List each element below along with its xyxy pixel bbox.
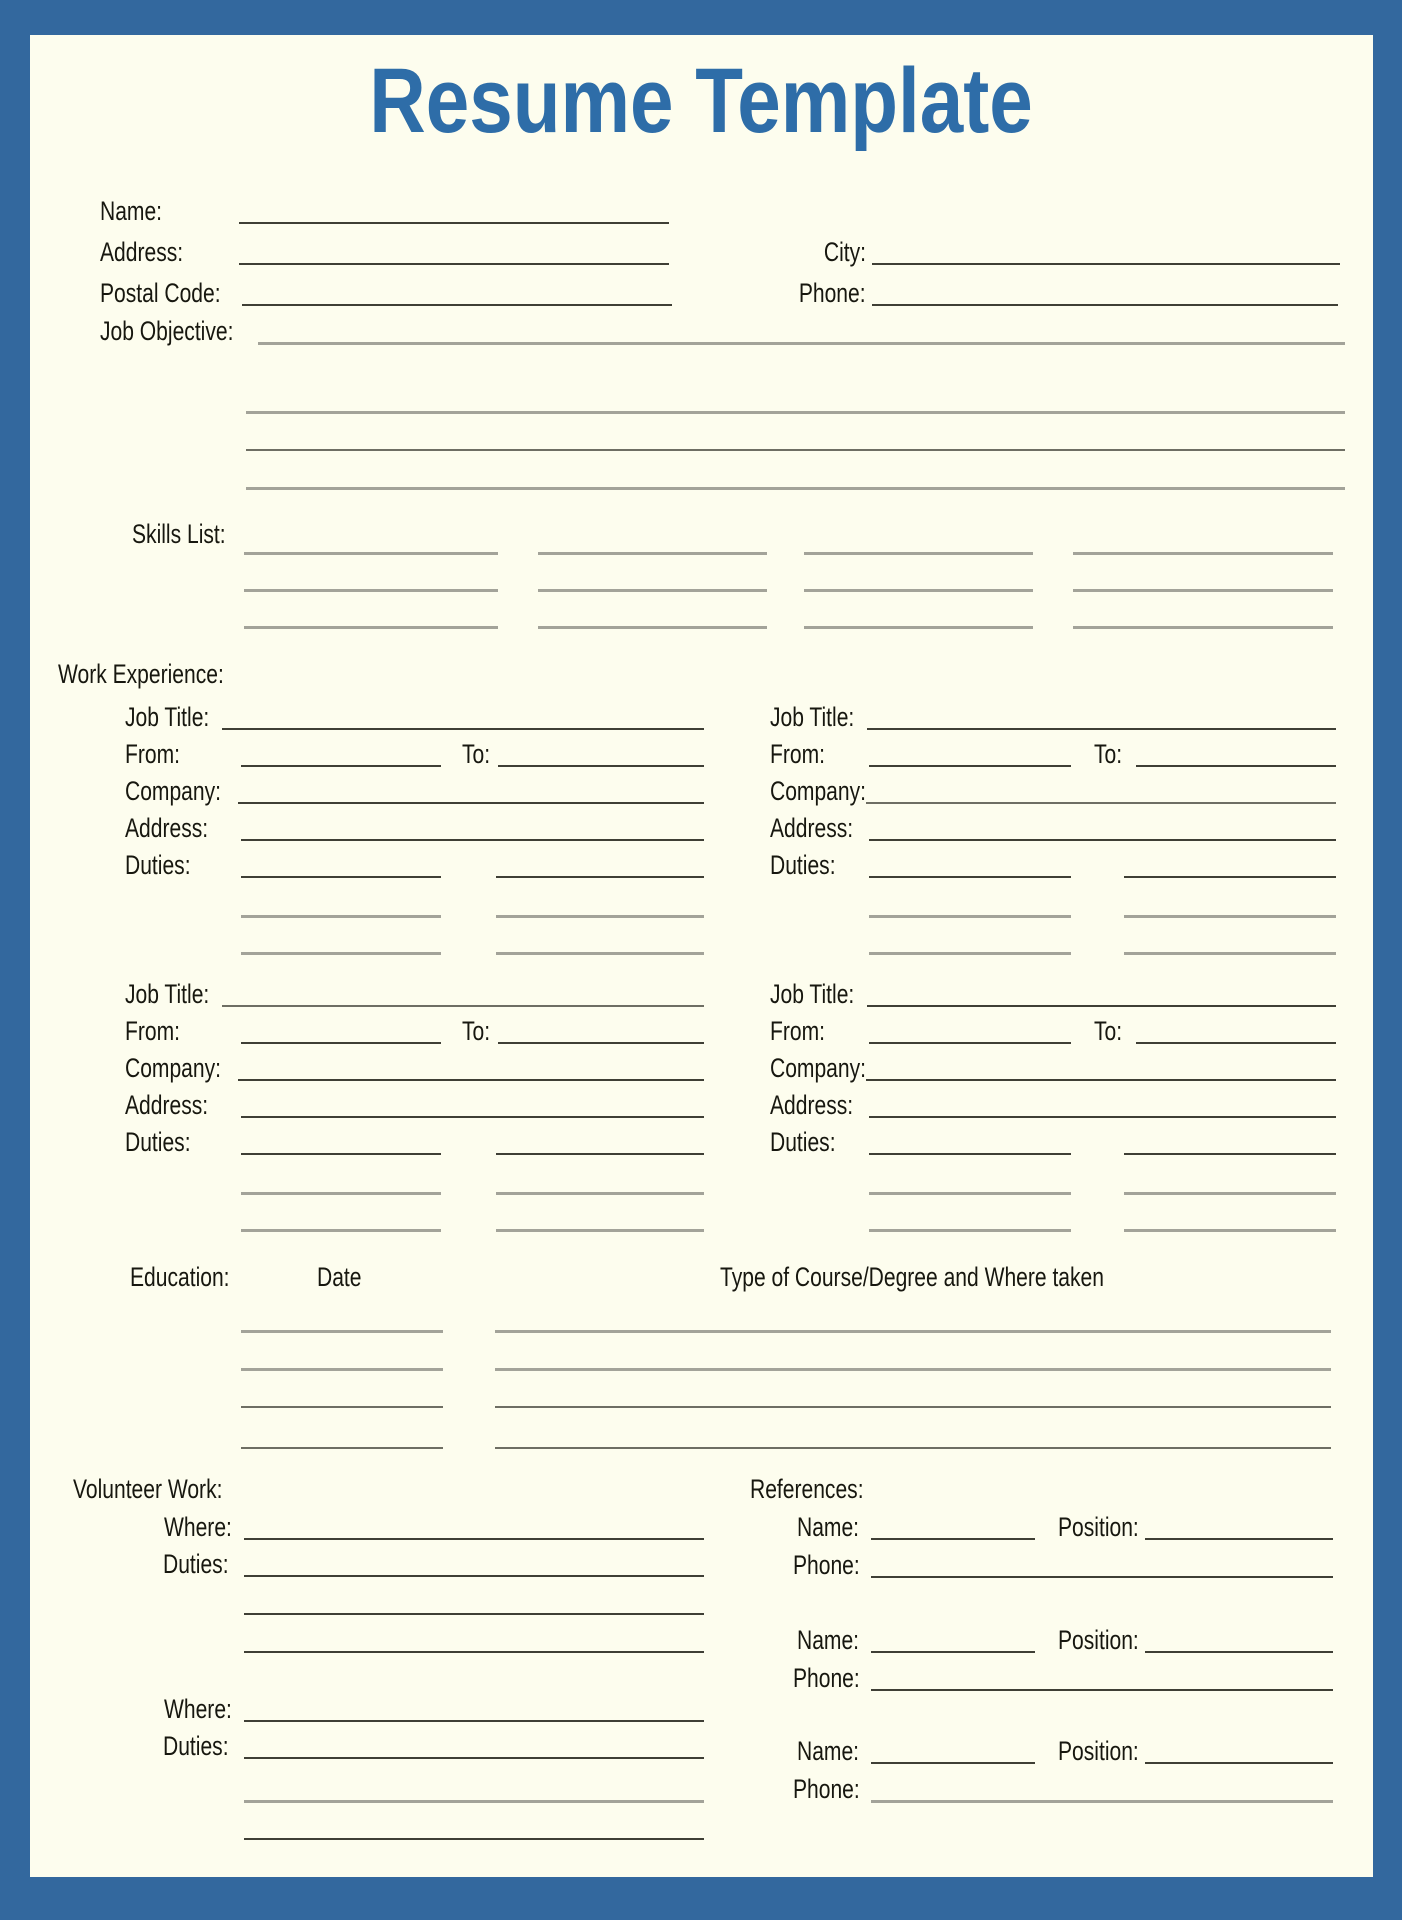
volunteer-duties-blank-line — [244, 1757, 704, 1759]
job-title-label: Job Title: — [770, 979, 855, 1009]
from-label: From: — [125, 1016, 180, 1046]
work-experience-section-label: Work Experience: — [58, 659, 224, 689]
duties-blank-line — [496, 876, 704, 878]
address-label: Address: — [125, 813, 209, 843]
to-blank-line — [1136, 765, 1336, 767]
address-label: Address: — [100, 237, 184, 267]
reference-name-label: Name: — [797, 1736, 860, 1766]
duties-label: Duties: — [770, 850, 836, 880]
job-objective-blank-line — [246, 411, 1345, 414]
to-blank-line — [498, 1042, 704, 1044]
education-date-blank-line — [241, 1406, 443, 1408]
reference-position-blank-line — [1145, 1762, 1333, 1764]
volunteer-where-blank-line — [244, 1538, 704, 1540]
duties-blank-line — [496, 1153, 704, 1155]
job-objective-label: Job Objective: — [100, 316, 234, 346]
duties-blank-line — [869, 1153, 1071, 1155]
reference-position-label: Position: — [1058, 1736, 1139, 1766]
skill-blank-line — [244, 589, 498, 592]
city-label: City: — [823, 237, 866, 267]
skill-blank-line — [804, 552, 1033, 555]
duties-label: Duties: — [125, 850, 191, 880]
duties-label: Duties: — [125, 1127, 191, 1157]
phone-blank-line — [872, 304, 1338, 306]
job-title-label: Job Title: — [125, 979, 210, 1009]
volunteer-duties-blank-line — [244, 1800, 704, 1803]
education-date-blank-line — [241, 1447, 443, 1449]
duties-blank-line — [241, 1153, 441, 1155]
to-label: To: — [462, 739, 491, 769]
address-blank-line — [239, 263, 669, 265]
duties-blank-line — [496, 915, 704, 918]
skill-blank-line — [1073, 589, 1333, 592]
volunteer-duties-blank-line — [244, 1575, 704, 1577]
reference-position-blank-line — [1145, 1538, 1333, 1540]
job-objective-blank-line — [246, 487, 1345, 490]
duties-blank-line — [869, 876, 1071, 878]
job-title-blank-line — [867, 728, 1336, 730]
name-label: Name: — [100, 196, 163, 226]
skill-blank-line — [804, 626, 1033, 629]
duties-blank-line — [1124, 1229, 1336, 1232]
reference-name-label: Name: — [797, 1625, 860, 1655]
education-course-blank-line — [495, 1330, 1331, 1333]
reference-phone-label: Phone: — [793, 1774, 860, 1804]
education-date-header: Date — [317, 1262, 362, 1292]
volunteer-section-label: Volunteer Work: — [73, 1474, 223, 1504]
duties-blank-line — [241, 952, 441, 955]
reference-position-label: Position: — [1058, 1625, 1139, 1655]
duties-blank-line — [869, 915, 1071, 918]
address-label: Address: — [125, 1090, 209, 1120]
company-label: Company: — [770, 776, 866, 806]
volunteer-duties-blank-line — [244, 1613, 704, 1615]
skill-blank-line — [538, 589, 767, 592]
from-label: From: — [770, 1016, 825, 1046]
volunteer-where-blank-line — [244, 1720, 704, 1722]
reference-phone-blank-line — [871, 1576, 1333, 1578]
to-label: To: — [1094, 739, 1123, 769]
education-date-blank-line — [241, 1330, 443, 1333]
skill-blank-line — [538, 552, 767, 555]
reference-position-label: Position: — [1058, 1512, 1139, 1542]
reference-phone-label: Phone: — [793, 1550, 860, 1580]
to-label: To: — [1094, 1016, 1123, 1046]
from-blank-line — [869, 1042, 1071, 1044]
to-label: To: — [462, 1016, 491, 1046]
paper-background — [30, 35, 1373, 1877]
reference-name-blank-line — [871, 1651, 1035, 1653]
job-title-blank-line — [222, 728, 704, 730]
duties-blank-line — [496, 1192, 704, 1195]
to-blank-line — [498, 765, 704, 767]
company-label: Company: — [125, 1053, 221, 1083]
job-objective-blank-line — [246, 449, 1345, 451]
education-course-blank-line — [495, 1406, 1331, 1408]
education-section-label: Education: — [130, 1262, 230, 1292]
from-label: From: — [770, 739, 825, 769]
phone-label: Phone: — [799, 278, 866, 308]
company-label: Company: — [770, 1053, 866, 1083]
duties-blank-line — [241, 1192, 441, 1195]
duties-blank-line — [496, 952, 704, 955]
volunteer-duties-label: Duties: — [163, 1549, 229, 1579]
from-label: From: — [125, 739, 180, 769]
company-label: Company: — [125, 776, 221, 806]
company-blank-line — [866, 802, 1336, 804]
volunteer-where-label: Where: — [164, 1512, 232, 1542]
references-section-label: References: — [750, 1474, 864, 1504]
address-blank-line — [869, 839, 1336, 841]
company-blank-line — [238, 1079, 704, 1081]
company-blank-line — [238, 802, 704, 804]
volunteer-duties-label: Duties: — [163, 1731, 229, 1761]
reference-name-blank-line — [871, 1538, 1035, 1540]
reference-phone-label: Phone: — [793, 1663, 860, 1693]
skill-blank-line — [1073, 626, 1333, 629]
skill-blank-line — [244, 626, 498, 629]
reference-phone-blank-line — [871, 1689, 1333, 1691]
reference-phone-blank-line — [871, 1800, 1333, 1803]
postal-code-blank-line — [242, 304, 672, 306]
skills-list-label: Skills List: — [132, 519, 226, 549]
skill-blank-line — [538, 626, 767, 629]
address-label: Address: — [770, 1090, 854, 1120]
duties-blank-line — [1124, 952, 1336, 955]
volunteer-duties-blank-line — [244, 1651, 704, 1653]
skill-blank-line — [804, 589, 1033, 592]
page-title: Resume Template — [369, 50, 1033, 152]
education-course-blank-line — [495, 1368, 1331, 1371]
company-blank-line — [866, 1079, 1336, 1081]
job-title-blank-line — [867, 1005, 1336, 1007]
education-course-blank-line — [495, 1447, 1331, 1449]
from-blank-line — [241, 765, 441, 767]
duties-blank-line — [496, 1229, 704, 1232]
address-blank-line — [241, 839, 704, 841]
education-course-header: Type of Course/Degree and Where taken — [720, 1262, 1104, 1292]
duties-blank-line — [1124, 1192, 1336, 1195]
address-label: Address: — [770, 813, 854, 843]
duties-blank-line — [241, 876, 441, 878]
duties-label: Duties: — [770, 1127, 836, 1157]
job-title-label: Job Title: — [125, 702, 210, 732]
job-objective-blank-line — [258, 342, 1345, 345]
to-blank-line — [1136, 1042, 1336, 1044]
duties-blank-line — [1124, 876, 1336, 878]
duties-blank-line — [869, 1192, 1071, 1195]
skill-blank-line — [244, 552, 498, 555]
duties-blank-line — [869, 952, 1071, 955]
duties-blank-line — [241, 915, 441, 918]
address-blank-line — [241, 1116, 704, 1118]
reference-name-blank-line — [871, 1762, 1035, 1764]
duties-blank-line — [869, 1229, 1071, 1232]
reference-position-blank-line — [1145, 1651, 1333, 1653]
name-blank-line — [239, 222, 669, 224]
from-blank-line — [241, 1042, 441, 1044]
duties-blank-line — [1124, 1153, 1336, 1155]
job-title-blank-line — [222, 1005, 704, 1007]
skill-blank-line — [1073, 552, 1333, 555]
duties-blank-line — [1124, 915, 1336, 918]
job-title-label: Job Title: — [770, 702, 855, 732]
volunteer-where-label: Where: — [164, 1694, 232, 1724]
from-blank-line — [869, 765, 1071, 767]
address-blank-line — [869, 1116, 1336, 1118]
city-blank-line — [872, 263, 1340, 265]
reference-name-label: Name: — [797, 1512, 860, 1542]
duties-blank-line — [241, 1229, 441, 1232]
volunteer-duties-blank-line — [244, 1838, 704, 1840]
postal-code-label: Postal Code: — [100, 278, 221, 308]
education-date-blank-line — [241, 1368, 443, 1371]
